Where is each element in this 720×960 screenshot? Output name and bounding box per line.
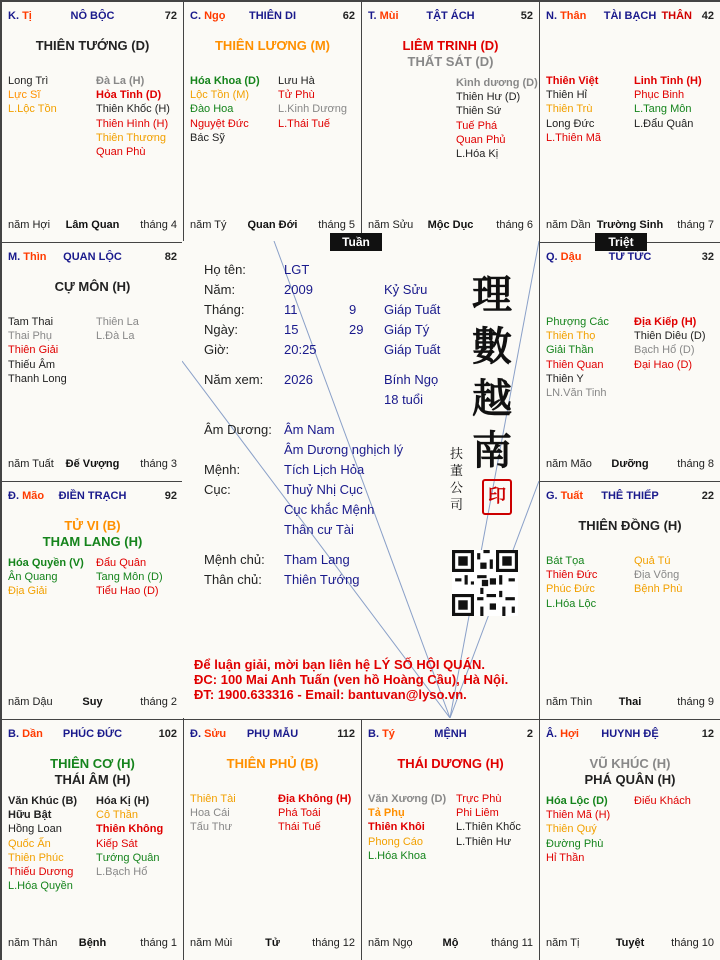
- minor-stars-left: [546, 315, 609, 400]
- menhchu-value: Tham Lang: [284, 552, 350, 567]
- minor-stars-left: [190, 74, 260, 145]
- month-label: Tháng:: [204, 302, 245, 317]
- minor-stars-right: [634, 315, 706, 372]
- day-value: 15: [284, 322, 299, 337]
- minor-stars-right: [278, 792, 351, 835]
- triet-tag: Triệt: [595, 233, 647, 251]
- name-label: Họ tên:: [204, 262, 246, 277]
- contact-info: [194, 657, 508, 702]
- main-stars: [184, 756, 361, 772]
- minor-stars-right: [456, 76, 538, 161]
- main-stars: [2, 279, 183, 295]
- contact-address: ĐC: 100 Mai Anh Tuấn (ven hồ Hoàng Cầu), Hà Nội.: [194, 672, 509, 687]
- minor-star: Thiên Y: [546, 372, 584, 385]
- menhchu-label: Mệnh chủ:: [204, 552, 265, 567]
- minor-star: L.Thái Tuế: [278, 117, 330, 130]
- minor-stars-left: [8, 315, 67, 386]
- palace-name: THÊ THIẾP: [601, 490, 659, 502]
- minor-star: Thiên Quý: [546, 823, 597, 836]
- palace-year: năm Ngọ: [368, 937, 413, 949]
- palace-stage: Đế Vượng: [65, 458, 120, 470]
- minor-stars-right: [96, 315, 139, 343]
- minor-star: L.Hóa Khoa: [368, 849, 427, 862]
- palace-stage: Dưỡng: [611, 458, 649, 470]
- minor-stars-right: [634, 554, 682, 597]
- month-value: 11: [284, 302, 298, 317]
- minor-stars-right: [634, 74, 702, 131]
- main-stars: [184, 38, 361, 54]
- age-value: 18 tuổi: [384, 392, 424, 407]
- minor-stars-left: [8, 556, 84, 599]
- minor-star: Thiên Hư (D): [456, 91, 521, 104]
- palace-month: tháng 9: [677, 696, 714, 708]
- minor-star: L.Thiên Hư: [456, 835, 512, 848]
- main-stars: [2, 756, 183, 788]
- palace-month: tháng 11: [490, 937, 533, 949]
- palace-name: QUAN LỘC: [63, 251, 122, 263]
- minor-star: L.Thiên Khốc: [456, 821, 521, 834]
- thanchu-value: Thiên Tướng: [284, 572, 360, 587]
- qr-code-icon[interactable]: [452, 550, 518, 616]
- minor-star: Nguyệt Đức: [190, 117, 249, 130]
- minor-star: L.Hóa Lộc: [546, 597, 597, 610]
- minor-stars-right: [634, 794, 691, 808]
- minor-star: Thiên Thương: [96, 131, 167, 144]
- minor-star: Thiên Sứ: [456, 105, 502, 118]
- palace-tuat[interactable]: [539, 481, 720, 720]
- palace-age: 102: [158, 728, 177, 740]
- branch-label: Đ. Mão: [8, 490, 45, 502]
- minor-star: Tam Thai: [8, 316, 54, 328]
- palace-stage: Mộ: [442, 937, 459, 949]
- minor-star: Tuế Phá: [456, 119, 498, 132]
- minor-star: Địa Không (H): [278, 793, 352, 805]
- cuc-value: Thuỷ Nhị Cục: [284, 482, 363, 497]
- minor-star: Địa Giải: [8, 585, 48, 598]
- minor-star: Phong Cáo: [368, 835, 424, 848]
- minor-star: Thiên Diêu (D): [634, 330, 706, 343]
- main-star: THIÊN PHỦ (B): [226, 756, 319, 771]
- minor-star: Thiên Hỉ: [546, 89, 587, 102]
- minor-star: Ân Quang: [8, 571, 58, 584]
- minor-star: Thiên Tài: [190, 793, 236, 805]
- minor-star: Thiên Không: [96, 823, 164, 836]
- minor-stars-left: [368, 792, 446, 863]
- minor-star: Quan Phù: [96, 146, 146, 159]
- palace-age: 12: [701, 728, 714, 740]
- palace-year: năm Dậu: [8, 696, 53, 708]
- view-year-value: 2026: [284, 372, 313, 387]
- palace-age: 62: [342, 10, 355, 22]
- seal-char-1: 理: [472, 271, 512, 318]
- menh-label: Mệnh:: [204, 462, 241, 477]
- minor-star: L.Lộc Tồn: [8, 103, 57, 116]
- palace-age: 52: [520, 10, 533, 22]
- minor-star: L.Thiên Mã: [546, 131, 602, 144]
- day-can: Giáp Tý: [384, 322, 430, 337]
- minor-star: Thiên Khốc (H): [96, 103, 170, 116]
- menh-value: Tích Lịch Hỏa: [284, 462, 365, 477]
- minor-star: Quả Tú: [634, 555, 671, 567]
- palace-name: PHỤ MẪU: [246, 728, 299, 740]
- main-stars: [362, 38, 539, 70]
- main-stars: [2, 38, 183, 54]
- palace-ngo[interactable]: [183, 1, 362, 243]
- branch-label: Q. Dậu: [546, 251, 582, 263]
- minor-star: Bệnh Phù: [634, 583, 683, 596]
- minor-star: Phúc Đức: [546, 583, 595, 596]
- day-lunar: 29: [349, 322, 364, 337]
- branch-label: N. Thân: [546, 10, 587, 22]
- cuc-value-2: Cục khắc Mệnh: [284, 502, 375, 517]
- month-lunar: 9: [349, 302, 357, 317]
- minor-star: Đào Hoa: [190, 103, 234, 116]
- minor-star: Hoa Cái: [190, 807, 230, 820]
- minor-star: Địa Kiếp (H): [634, 316, 697, 328]
- minor-stars-right: [96, 556, 163, 599]
- seal-char-3: 越: [472, 375, 512, 422]
- seal-small-1: 扶: [450, 447, 464, 462]
- palace-name: PHÚC ĐỨC: [62, 728, 123, 740]
- seal-small-3: 公: [450, 481, 464, 496]
- minor-star: L.Đẩu Quân: [634, 117, 694, 130]
- minor-star: Hữu Bật: [8, 809, 52, 822]
- minor-star: Đại Hao (D): [634, 358, 693, 371]
- minor-star: Thiên Đức: [546, 569, 598, 582]
- minor-stars-left: [190, 792, 236, 835]
- name-value: LGT: [284, 262, 310, 277]
- minor-star: Phượng Các: [546, 316, 609, 328]
- minor-star: Hồng Loan: [8, 823, 62, 836]
- seal-small-4: 司: [450, 498, 464, 513]
- palace-ty[interactable]: [361, 719, 540, 960]
- minor-star: L.Kinh Dương: [278, 103, 348, 116]
- year-label: Năm:: [204, 282, 236, 297]
- palace-age: 42: [701, 10, 714, 22]
- palace-age: 82: [164, 251, 177, 263]
- palace-ti[interactable]: [1, 1, 184, 243]
- palace-age: 72: [164, 10, 177, 22]
- day-label: Ngày:: [204, 322, 238, 337]
- main-star: THIÊN TƯỚNG (D): [35, 38, 150, 53]
- minor-star: Phi Liêm: [456, 807, 499, 820]
- palace-month: tháng 7: [677, 219, 714, 231]
- palace-name: HUYNH ĐỆ: [601, 728, 659, 740]
- tuan-tag: Tuần: [330, 233, 382, 251]
- red-stamp-icon: 印: [482, 479, 512, 515]
- palace-age: 112: [337, 728, 355, 740]
- palace-year: năm Thân: [8, 937, 58, 949]
- minor-star: Đẩu Quân: [96, 557, 147, 569]
- main-star: LIÊM TRINH (D): [402, 38, 499, 53]
- minor-star: Địa Võng: [634, 569, 680, 582]
- cuc-label: Cục:: [204, 482, 231, 497]
- minor-star: Thiên Mã (H): [546, 809, 611, 822]
- palace-month: tháng 6: [496, 219, 533, 231]
- minor-star: Linh Tinh (H): [634, 75, 702, 87]
- minor-star: Thiếu Âm: [8, 358, 56, 371]
- minor-stars-left: [8, 794, 77, 893]
- palace-name: ĐIỀN TRẠCH: [58, 490, 127, 502]
- palace-stage: Tử: [265, 937, 280, 949]
- branch-label: G. Tuất: [546, 490, 584, 502]
- hour-label: Giờ:: [204, 342, 230, 357]
- seal-small-2: 董: [450, 464, 464, 479]
- minor-star: Đường Phù: [546, 837, 604, 850]
- palace-year: năm Tý: [190, 219, 227, 231]
- palace-age: 2: [526, 728, 533, 740]
- seal-char-2: 數: [472, 323, 512, 370]
- branch-label: T. Mùi: [368, 10, 399, 22]
- main-star: THÁI ÂM (H): [54, 772, 131, 787]
- minor-star: Thiên Thọ: [546, 330, 596, 343]
- palace-thin[interactable]: [1, 242, 184, 482]
- amduong-label: Âm Dương:: [204, 422, 272, 437]
- minor-star: Lực Sĩ: [8, 89, 41, 102]
- minor-star: L.Tang Môn: [634, 103, 692, 116]
- minor-star: Phục Binh: [634, 89, 685, 102]
- minor-star: L.Hóa Quyền: [8, 880, 73, 893]
- palace-stage: Tuyệt: [615, 937, 645, 949]
- minor-star: Long Trì: [8, 75, 49, 87]
- palace-dau[interactable]: [539, 242, 720, 482]
- palace-age: 32: [701, 251, 714, 263]
- center-info-panel: [182, 241, 539, 718]
- minor-star: Đà La (H): [96, 75, 145, 87]
- than-marker: THÂN: [661, 10, 692, 22]
- palace-than[interactable]: [539, 1, 720, 243]
- main-star: THÁI DƯƠNG (H): [397, 756, 504, 771]
- palace-stage: Suy: [82, 696, 103, 708]
- palace-month: tháng 5: [318, 219, 355, 231]
- hour-can: Giáp Tuất: [384, 342, 441, 357]
- main-star: THIÊN CƠ (H): [50, 756, 135, 771]
- minor-star: Long Đức: [546, 117, 595, 130]
- main-stars: [362, 756, 539, 772]
- minor-star: Thiên Quan: [546, 358, 604, 371]
- branch-label: C. Ngọ: [190, 10, 226, 22]
- palace-year: năm Thìn: [546, 696, 593, 708]
- minor-star: Lưu Hà: [278, 75, 315, 87]
- palace-stage: Quan Đới: [247, 219, 298, 231]
- main-star: PHÁ QUÂN (H): [584, 772, 676, 787]
- minor-star: Quan Phủ: [456, 133, 506, 146]
- contact-phone-email[interactable]: ĐT: 1900.633316 - Email: bantuvan@lyso.vn.: [194, 687, 467, 702]
- minor-star: Thanh Long: [8, 372, 67, 385]
- minor-star: Thiên Phúc: [8, 851, 64, 864]
- main-stars: [540, 756, 720, 788]
- minor-star: Hóa Lộc (D): [546, 795, 608, 807]
- minor-star: Quốc Ấn: [8, 837, 51, 850]
- palace-name: TỬ TỨC: [608, 251, 652, 263]
- minor-star: Thiếu Dương: [8, 866, 74, 879]
- palace-mui[interactable]: [361, 1, 540, 243]
- palace-year: năm Hợi: [8, 219, 51, 231]
- branch-label: B. Dần: [8, 728, 43, 740]
- main-star: THAM LANG (H): [42, 534, 143, 549]
- main-star: TỬ VI (B): [64, 518, 121, 533]
- view-year-label: Năm xem:: [204, 372, 264, 387]
- palace-stage: Mộc Dục: [427, 219, 474, 231]
- palace-name: TẬT ÁCH: [426, 10, 475, 22]
- minor-star: L.Hóa Kị: [456, 148, 499, 161]
- minor-star: Trực Phù: [456, 793, 502, 805]
- minor-star: Tả Phụ: [368, 807, 405, 820]
- minor-star: LN.Văn Tinh: [546, 387, 607, 400]
- minor-star: Tang Môn (D): [96, 571, 163, 584]
- palace-month: tháng 8: [677, 458, 714, 470]
- year-can: Kỷ Sửu: [384, 282, 428, 297]
- palace-stage: Bệnh: [78, 937, 107, 949]
- month-can: Giáp Tuất: [384, 302, 441, 317]
- minor-star: Tướng Quân: [96, 851, 160, 864]
- minor-star: Kình dương (D): [456, 77, 538, 89]
- main-star: VŨ KHÚC (H): [589, 756, 671, 771]
- main-star: THIÊN LƯƠNG (M): [214, 38, 331, 53]
- minor-star: Hóa Quyền (V): [8, 557, 84, 569]
- main-star: THIÊN ĐỒNG (H): [578, 518, 682, 533]
- palace-year: năm Tị: [546, 937, 580, 949]
- palace-month: tháng 2: [140, 696, 177, 708]
- minor-stars-right: [278, 74, 347, 131]
- view-year-can: Bính Ngọ: [384, 372, 439, 387]
- minor-star: Điếu Khách: [634, 795, 691, 807]
- minor-star: Bác Sỹ: [190, 131, 225, 144]
- minor-star: Thái Tuế: [278, 821, 321, 834]
- palace-dan[interactable]: [1, 719, 184, 960]
- minor-star: Bạch Hổ (D): [634, 344, 695, 357]
- minor-star: Tấu Thư: [190, 821, 233, 834]
- branch-label: B. Tý: [368, 728, 395, 740]
- minor-star: Thiên Khôi: [368, 821, 425, 834]
- minor-stars-left: [546, 554, 597, 611]
- minor-stars-left: [546, 74, 601, 145]
- hour-value: 20:25: [284, 342, 317, 357]
- minor-star: Giải Thần: [546, 344, 594, 357]
- branch-label: Đ. Sửu: [190, 728, 227, 740]
- minor-star: Thiên Việt: [546, 75, 599, 87]
- palace-age: 22: [701, 490, 714, 502]
- cuc-value-3: Thân cư Tài: [284, 522, 354, 537]
- minor-star: Phá Toái: [278, 807, 321, 820]
- minor-star: Lộc Tồn (M): [190, 89, 250, 102]
- branch-label: K. Tị: [8, 10, 32, 22]
- palace-hoi[interactable]: [539, 719, 720, 960]
- palace-suu[interactable]: [183, 719, 362, 960]
- minor-star: Kiếp Sát: [96, 837, 138, 850]
- branch-label: Â. Hợi: [546, 728, 579, 740]
- contact-line-1: Để luận giải, mời bạn liên hệ LÝ SỐ HỘI QUÁN.: [194, 657, 485, 672]
- amduong-value: Âm Nam: [284, 422, 335, 437]
- minor-star: Hỏa Tinh (D): [96, 89, 162, 102]
- main-stars: [2, 518, 183, 550]
- year-value: 2009: [284, 282, 313, 297]
- minor-star: Thiên La: [96, 316, 139, 328]
- palace-month: tháng 12: [312, 937, 355, 949]
- amduong-value-2: Âm Dương nghịch lý: [284, 442, 404, 457]
- palace-month: tháng 1: [140, 937, 177, 949]
- palace-stage: Trường Sinh: [596, 219, 664, 231]
- minor-star: Tử Phù: [278, 89, 315, 102]
- palace-year: năm Sửu: [368, 219, 414, 231]
- minor-star: Cô Thần: [96, 809, 138, 822]
- palace-month: tháng 3: [140, 458, 177, 470]
- minor-star: Hỉ Thần: [546, 851, 585, 864]
- palace-year: năm Mão: [546, 458, 592, 470]
- minor-star: Thiên Giải: [8, 344, 59, 357]
- palace-mao[interactable]: [1, 481, 184, 720]
- minor-star: Văn Xương (D): [368, 793, 447, 805]
- minor-star: Thai Phụ: [8, 330, 53, 343]
- branch-label: M. Thìn: [8, 251, 47, 263]
- seal-char-4: 南: [472, 427, 512, 474]
- palace-year: năm Tuất: [8, 458, 54, 470]
- minor-star: Hóa Khoa (D): [190, 75, 260, 87]
- palace-name: MỆNH: [434, 728, 467, 740]
- palace-year: năm Dần: [546, 219, 591, 231]
- minor-stars-right: [96, 794, 163, 879]
- main-star: CỰ MÔN (H): [54, 279, 131, 294]
- minor-star: Hóa Kị (H): [96, 795, 150, 807]
- palace-stage: Thai: [618, 696, 642, 708]
- main-stars: [540, 518, 720, 534]
- minor-stars-left: [546, 794, 610, 865]
- minor-star: Tiểu Hao (D): [96, 585, 159, 598]
- palace-stage: Lâm Quan: [65, 219, 120, 231]
- palace-month: tháng 4: [140, 219, 177, 231]
- palace-age: 92: [164, 490, 177, 502]
- palace-name: NÔ BỘC: [70, 10, 115, 22]
- palace-month: tháng 10: [671, 937, 714, 949]
- minor-stars-right: [96, 74, 170, 159]
- thanchu-label: Thân chủ:: [204, 572, 262, 587]
- minor-star: Thiên Hình (H): [96, 117, 169, 130]
- minor-stars-left: [8, 74, 57, 117]
- minor-star: L.Bạch Hổ: [96, 866, 148, 879]
- palace-year: năm Mùi: [190, 937, 233, 949]
- minor-star: Thiên Trù: [546, 103, 593, 116]
- palace-name: THIÊN DI: [248, 10, 297, 22]
- minor-star: L.Đà La: [96, 330, 135, 343]
- minor-star: Bát Tọa: [546, 555, 585, 567]
- palace-name: TÀI BẠCH: [603, 10, 657, 22]
- main-star: THẤT SÁT (D): [407, 54, 494, 69]
- minor-star: Văn Khúc (B): [8, 795, 78, 807]
- minor-stars-right: [456, 792, 521, 849]
